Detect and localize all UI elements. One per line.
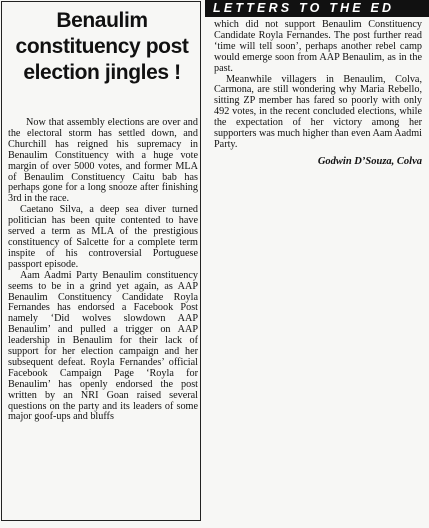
section-banner: LETTERS TO THE ED (205, 0, 429, 17)
paragraph: Now that assembly elections are over and the electoral storm has settled down, and Churchill has reigned his supremacy in Benaulim Constituency with a huge vote margin of over 5000 votes, and former MLA of Benaulim Constituency Caitu bab has perhaps gone for a long snooze after finishing 3rd in the race. (8, 117, 198, 205)
paragraph: Caetano Silva, a deep sea diver turned politician has been quite contented to have served a term as MLA of the prestigious constituency of Salcette for a complete term inspite of his controversial Portuguese passport episode. (8, 204, 198, 270)
author-signature: Godwin D’Souza, Colva (317, 155, 422, 167)
article-column-1 (8, 118, 198, 423)
paragraph: Aam Aadmi Party Benaulim constituency seems to be in a grind yet again, as AAP Benaulim Constituency Candidate Royla Fernandes has endorsed a Facebook Post namely ‘Did wolves slowdown AAP Benaulim’ and pulled a trigger on AAP leadership in Benaulim for their lack of support for her election campaign and her subsequent defeat. Royla Fernandes’ official Facebook Campaign Page ‘Royla for Benaulim’ has openly endorsed the post written by an NRI Goan raised several questions on the party and its leaders of some major goof-ups and bluffs (8, 269, 198, 423)
headline: Benaulim constituency post election jingles ! (15, 9, 189, 84)
paragraph: which did not support Benaulim Constituency Candidate Royla Fernandes. The post further read ‘time will tell soon’, perhaps another rebel camp would emerge soon from AAP Benaulim, as in the past. (214, 19, 422, 74)
article-column-2 (214, 20, 422, 168)
paragraph: Meanwhile villagers in Benaulim, Colva, Carmona, are still wondering why Maria Rebello, sitting ZP member has fared so poorly with only 492 votes, in the recent concluded elections, while the expectation of her victory among her supporters was much higher than even Aam Aadmi Party. (214, 73, 422, 150)
